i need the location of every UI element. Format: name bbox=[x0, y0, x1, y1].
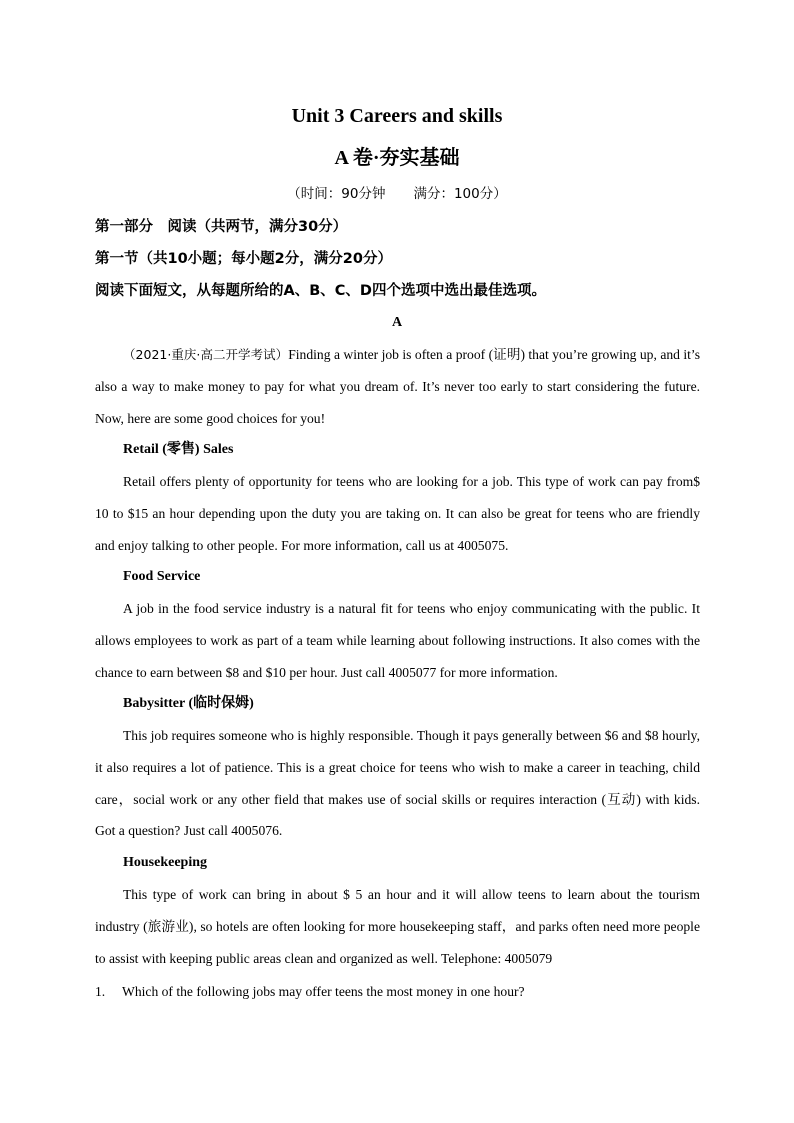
section-title-retail: Retail (零售) Sales bbox=[123, 442, 234, 457]
section-text-food-service: A job in the food service industry is a natural fit for teens who enjoy communicating with the public. It allows employees to work as part of a team while learning about following instructions. It also comes with the chance to earn between $8 and $10 per hour. Just call 4005077 for more information. bbox=[95, 601, 700, 680]
section-text-retail: Retail offers plenty of opportunity for teens who are looking for a job. This type of work can pay from$ 10 to $15 an hour depending upon the duty you are taking on. It can also be great for teens who are friendly and enjoy talking to other people. For more information, call us at 4005075. bbox=[95, 474, 700, 553]
section-text-babysitter: This job requires someone who is highly responsible. Though it pays generally between $6 and $8 hourly, it also requires a lot of patience. This is a great choice for teens who wish to make a career in teaching, child care，social work or any other field that makes use of social skills or requires interaction (互动) with kids. Got a question? Just call 4005076. bbox=[95, 728, 700, 839]
section-text-housekeeping: This type of work can bring in about $ 5 an hour and it will allow teens to learn about the tourism industry (旅游业), so hotels are often looking for more housekeeping staff，and parks often need more people to assist with keeping public areas clean and organized as well. Telephone: 4005079 bbox=[95, 887, 700, 966]
question-text: Which of the following jobs may offer teens the most money in one hour? bbox=[122, 984, 525, 999]
page-title: Unit 3 Careers and skills bbox=[291, 105, 503, 127]
exam-meta bbox=[0, 184, 794, 204]
section-title-babysitter: Babysitter (临时保姆) bbox=[123, 696, 254, 711]
exam-time: （时间：90分钟 bbox=[287, 186, 386, 202]
passage-letter: A bbox=[391, 315, 403, 330]
exam-score: 满分：100分） bbox=[413, 186, 507, 202]
directions: 阅读下面短文，从每题所给的A、B、C、D四个选项中选出最佳选项。 bbox=[95, 283, 546, 299]
page-subtitle: A 卷·夯实基础 bbox=[334, 147, 460, 169]
section-heading: 第一节（共10小题；每小题2分，满分20分） bbox=[95, 251, 392, 267]
passage-intro bbox=[95, 339, 700, 434]
passage-source: （2021·重庆·高二开学考试） bbox=[123, 347, 289, 362]
section-title-food-service: Food Service bbox=[123, 569, 201, 584]
question-number: 1. bbox=[95, 984, 106, 999]
part-heading: 第一部分 阅读（共两节，满分30分） bbox=[95, 219, 348, 235]
passage-intro-text: Finding a winter job is often a proof (证明) that you’re growing up, and it’s also a way to make money to pay for what you dream of. It’s never too early to start considering the future. Now, here are some good choices for you! bbox=[95, 347, 700, 426]
section-title-housekeeping: Housekeeping bbox=[123, 855, 208, 870]
question-1 bbox=[95, 982, 525, 1002]
